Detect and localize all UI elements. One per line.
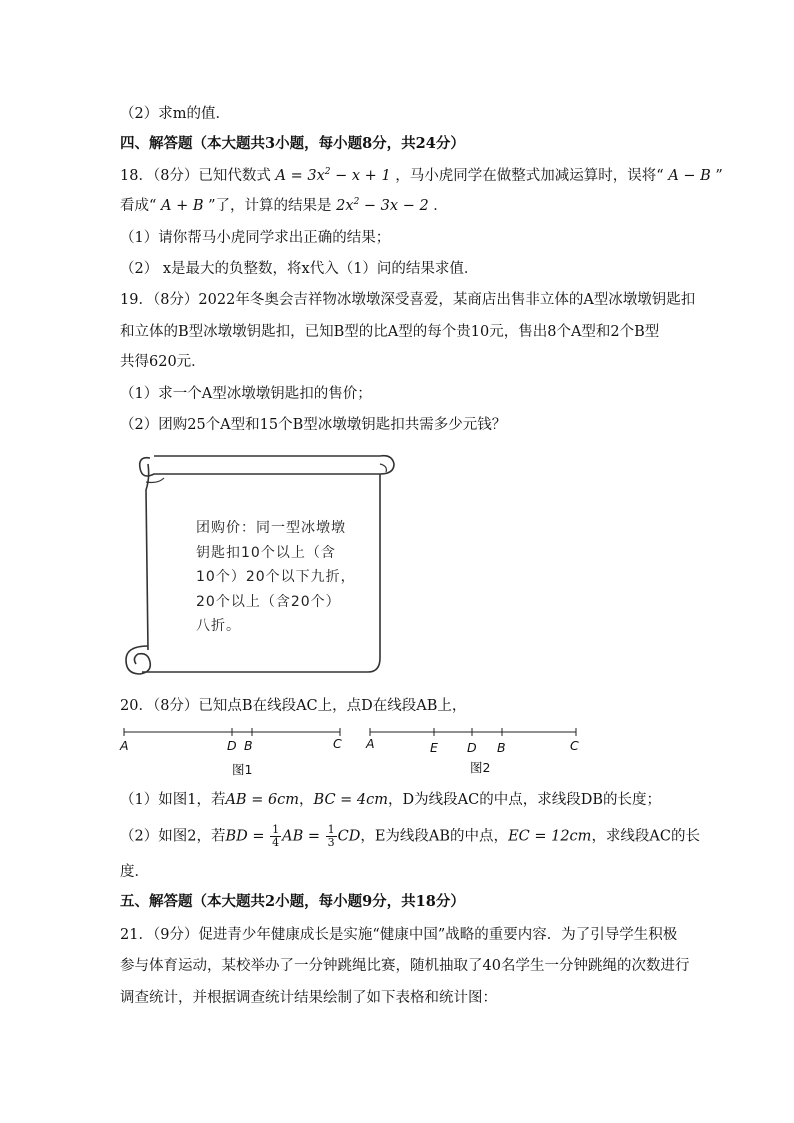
q18-line2: 看成“ A + B ”了，计算的结果是 $2x^2 - 3x - 2$ ． xyxy=(120,197,448,214)
fig1-point-b: B xyxy=(244,738,253,753)
q19-part1: （1）求一个A型冰墩墩钥匙扣的售价； xyxy=(120,386,372,402)
q18-line1 xyxy=(120,166,723,186)
section-5-heading: 五、解答题（本大题共2小题，每小题9分，共18分） xyxy=(120,893,465,910)
fig2-point-a: A xyxy=(366,736,375,751)
q21-line2: 参与体育运动，某校举办了一分钟跳绳比赛，随机抽取了40名学生一分钟跳绳的次数进行 xyxy=(120,958,690,974)
expr-a-minus-b: A − B xyxy=(668,168,711,184)
q19-line1: 19．（8分）2022年冬奥会吉祥物冰墩墩深受喜爱，某商店出售非立体的A型冰墩墩钥匙扣 xyxy=(120,292,696,308)
q17-part2: （2）求m的值． xyxy=(120,106,230,122)
fraction-one-quarter: $\frac{1}{4}$ xyxy=(272,823,280,849)
fig2-point-c: C xyxy=(570,738,579,753)
expr-a-plus-b: A + B xyxy=(161,198,204,214)
q18-text-c: ” xyxy=(715,168,723,184)
q18-text-b: ，马小虎同学在做整式加减运算时，误将“ xyxy=(395,168,664,184)
q19-part2: （2）团购25个A型和15个B型冰墩墩钥匙扣共需多少元钱？ xyxy=(120,417,507,433)
q20-part2: （2）如图2，若BD = $\frac{1}{4}$ AB = $\frac{1}{3}$ CD，E为线段AB的中点，EC = 12cm，求线段AC的长 xyxy=(120,823,701,849)
q18-text-a: 18．（8分）已知代数式 xyxy=(120,168,271,184)
q20-part1: （1）如图1，若AB = 6cm，BC = 4cm，D为线段AC的中点，求线段DB的长度； xyxy=(120,792,662,808)
q21-line1: 21．（9分）促进青少年健康成长是实施“健康中国”战略的重要内容．为了引导学生积极 xyxy=(120,927,678,943)
expr-result: $2x^2 - 3x - 2$ xyxy=(336,197,429,214)
fig1-point-d: D xyxy=(227,738,237,753)
expr-A: $A = 3x^2 - x + 1$ xyxy=(275,167,391,184)
figure-2 xyxy=(370,728,576,736)
fig1-point-a: A xyxy=(120,738,129,753)
q18-part1: （1）请你帮马小虎同学求出正确的结果； xyxy=(120,230,391,246)
q20-part2-cont: 度． xyxy=(120,864,149,880)
fig1-point-c: C xyxy=(333,736,342,751)
q18-part2: （2） x是最大的负整数，将x代入（1）问的结果求值． xyxy=(120,261,479,277)
fig2-point-b: B xyxy=(497,740,506,755)
section-4-heading: 四、解答题（本大题共3小题，每小题8分，共24分） xyxy=(120,135,465,152)
fig2-point-d: D xyxy=(467,740,477,755)
scroll-text: 团购价：同一型冰墩墩 钥匙扣10个以上（含 10个）20个以下九折， 20个以上（含20个） 八折。 xyxy=(196,520,356,634)
figure-1 xyxy=(124,728,340,736)
q19-line3: 共得620元． xyxy=(120,354,206,370)
fig2-point-e: E xyxy=(430,740,438,755)
figure-1-and-2 xyxy=(118,724,588,784)
fraction-one-third: $\frac{1}{3}$ xyxy=(327,823,335,849)
fig1-caption: 图1 xyxy=(232,762,253,777)
q20-line1: 20．（8分）已知点B在线段AC上，点D在线段AB上， xyxy=(120,698,467,714)
q19-line2: 和立体的B型冰墩墩钥匙扣，已知B型的比A型的每个贵10元，售出8个A型和2个B型 xyxy=(120,324,660,340)
fig2-caption: 图2 xyxy=(470,760,491,775)
q21-line3: 调查统计，并根据调查统计结果绘制了如下表格和统计图： xyxy=(120,990,497,1006)
